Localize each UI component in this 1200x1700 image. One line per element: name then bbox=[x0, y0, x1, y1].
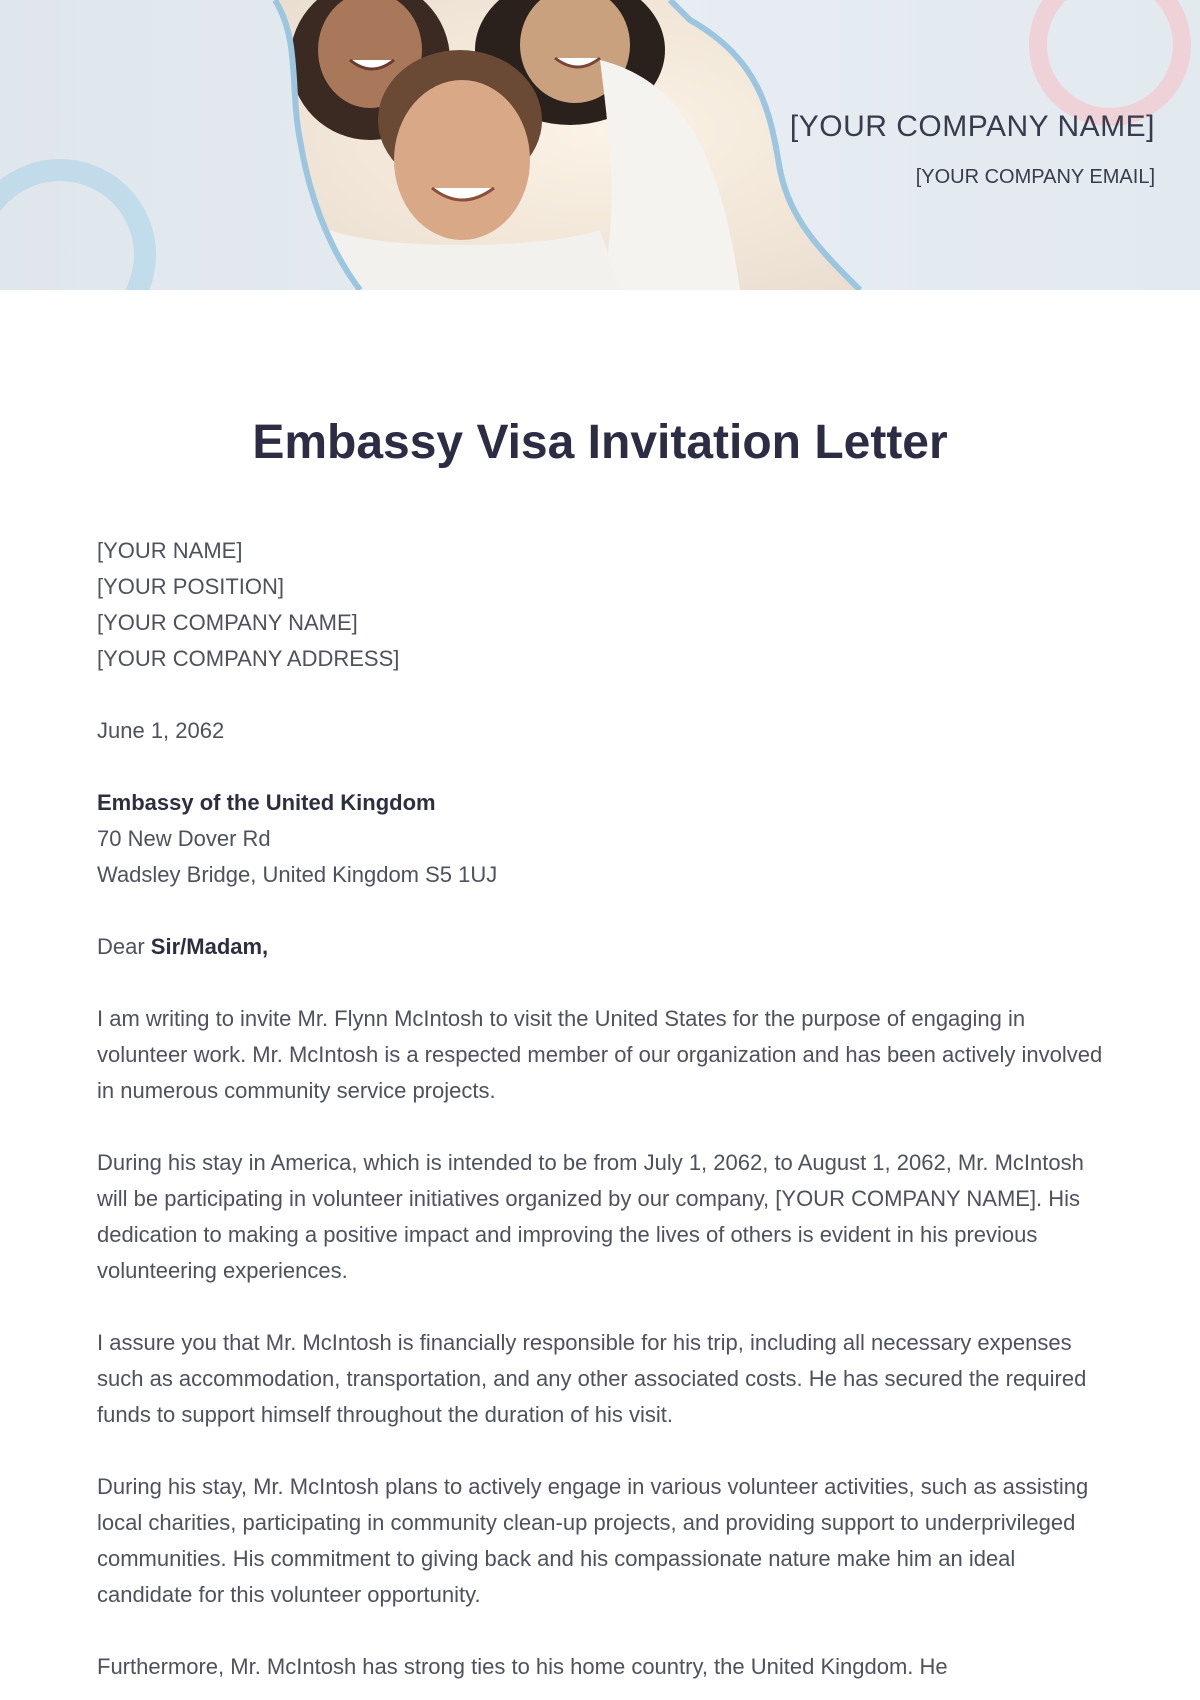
page-title: Embassy Visa Invitation Letter bbox=[252, 416, 948, 469]
body-paragraph: Furthermore, Mr. McIntosh has strong ties to his home country, the United Kingdom. He bbox=[97, 1654, 948, 1679]
header-company-email: [YOUR COMPANY EMAIL] bbox=[915, 166, 1155, 188]
person-center-face bbox=[394, 80, 530, 240]
sender-company-address: [YOUR COMPANY ADDRESS] bbox=[97, 646, 400, 671]
sender-company-name: [YOUR COMPANY NAME] bbox=[97, 610, 358, 635]
header-company-name: [YOUR COMPANY NAME] bbox=[789, 110, 1155, 143]
letter-header bbox=[0, 0, 1200, 290]
body-paragraph: I am writing to invite Mr. Flynn McIntosh to visit the United States for the purpose of engaging in volunteer work. Mr. McIntosh is a respected member of our organization and has been actively involved in numerous community service projects. bbox=[97, 1006, 1103, 1103]
sender-position: [YOUR POSITION] bbox=[97, 574, 285, 599]
letter-date: June 1, 2062 bbox=[97, 718, 225, 743]
body-paragraph: I assure you that Mr. McIntosh is financially responsible for his trip, including all necessary expenses such as accommodation, transportation, and any other associated costs. He has secured the required funds to support himself throughout the duration of his visit. bbox=[97, 1330, 1087, 1427]
header-photo-banner bbox=[0, 0, 1200, 290]
letter-body bbox=[97, 533, 1107, 1700]
recipient-address-line2: Wadsley Bridge, United Kingdom S5 1UJ bbox=[97, 862, 498, 887]
body-paragraph: During his stay, Mr. McIntosh plans to actively engage in various volunteer activities, such as assisting local charities, participating in community clean-up projects, and providing support to underprivileged communities. His commitment to giving back and his compassionate nature make him an ideal candidate for this volunteer opportunity. bbox=[97, 1474, 1089, 1607]
decorative-pink-ring bbox=[1038, 0, 1182, 117]
salutation-prefix: Dear bbox=[97, 934, 151, 959]
recipient-block bbox=[97, 785, 1107, 893]
sender-name: [YOUR NAME] bbox=[97, 538, 243, 563]
body-paragraph: During his stay in America, which is intended to be from July 1, 2062, to August 1, 2062, Mr. McIntosh will be participating in volunteer initiatives organized by our company, [YOUR COMPANY NAME]. His dedication to making a positive impact and improving the lives of others is evident in his previous volunteering experiences. bbox=[97, 1150, 1084, 1283]
sender-block bbox=[97, 533, 1107, 677]
recipient-address-line1: 70 New Dover Rd bbox=[97, 826, 271, 851]
recipient-name: Embassy of the United Kingdom bbox=[97, 790, 436, 815]
salutation bbox=[97, 929, 1107, 965]
salutation-name: Sir/Madam, bbox=[150, 934, 269, 959]
decorative-blue-ring bbox=[0, 170, 145, 290]
